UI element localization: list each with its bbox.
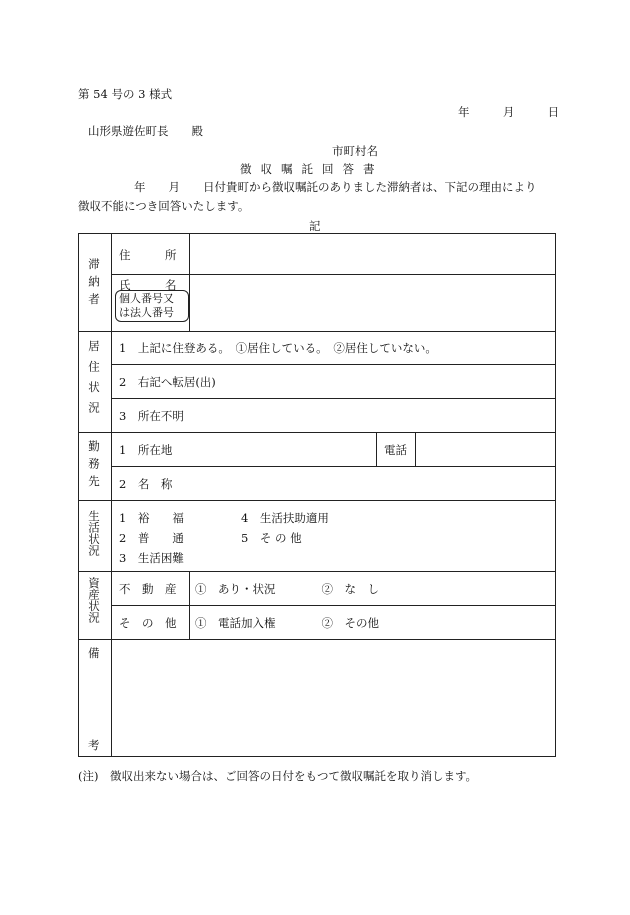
divider xyxy=(79,639,555,640)
living-item-5: 5 そ の 他 xyxy=(241,531,302,545)
residence-section-label: 居住状況 xyxy=(87,340,101,422)
body-line-1: 年 月 日付貴町から徴収嘱託のありました滞納者は、下記の理由により xyxy=(134,180,537,194)
living-item-1: 1 裕 福 xyxy=(119,511,184,525)
name-label: 氏 名 xyxy=(119,278,177,292)
divider xyxy=(111,274,555,275)
ki-heading: 記 xyxy=(309,219,321,233)
divider xyxy=(111,466,555,467)
living-item-3: 3 生活困難 xyxy=(119,551,184,565)
delinquent-section-label: 滞納者 xyxy=(87,258,101,311)
living-item-2: 2 普 通 xyxy=(119,531,184,545)
other-assets-options: ① 電話加入権 ② その他 xyxy=(195,616,379,630)
residence-item-2: 2 右記へ転居(出) xyxy=(119,375,216,389)
workplace-location: 1 所在地 xyxy=(119,443,173,457)
id-number-label-line-1: 個人番号又 xyxy=(119,292,174,305)
document-title: 徴収嘱託回答書 xyxy=(240,162,384,176)
workplace-section-label: 勤務先 xyxy=(87,440,101,493)
divider xyxy=(111,398,555,399)
response-form-table xyxy=(78,233,556,757)
date-day-label: 日 xyxy=(547,105,560,119)
date-line xyxy=(458,104,559,120)
form-number: 第 54 号の 3 様式 xyxy=(78,87,173,101)
divider xyxy=(111,364,555,365)
living-item-4: 4 生活扶助適用 xyxy=(241,511,329,525)
divider xyxy=(111,605,555,606)
body-line-2: 徴収不能につき回答いたします。 xyxy=(78,199,250,213)
divider xyxy=(111,234,112,756)
address-label: 住 所 xyxy=(119,248,177,262)
municipality-name: 市町村名 xyxy=(332,144,378,158)
addressee: 山形県遊佐町長 殿 xyxy=(88,124,203,138)
divider xyxy=(79,331,555,332)
real-estate-options: ① あり・状況 ② な し xyxy=(195,582,379,596)
divider xyxy=(415,432,416,466)
date-month-label: 月 xyxy=(502,105,515,119)
residence-item-3: 3 所在不明 xyxy=(119,409,184,423)
remarks-label-top: 備 xyxy=(88,646,100,660)
id-number-label xyxy=(119,292,174,320)
divider xyxy=(79,432,555,433)
divider xyxy=(189,234,190,331)
remarks-label-bottom: 考 xyxy=(88,738,100,752)
workplace-phone-label: 電話 xyxy=(384,443,407,457)
living-section-label: 生活状況 xyxy=(87,510,101,556)
other-assets-label: そ の 他 xyxy=(119,616,177,630)
residence-item-1: 1 上記に住登ある。 ①居住している。 ②居住していない。 xyxy=(119,341,437,355)
divider xyxy=(79,571,555,572)
divider xyxy=(79,500,555,501)
divider xyxy=(189,571,190,639)
divider xyxy=(376,432,377,466)
workplace-name: 2 名 称 xyxy=(119,477,173,491)
date-year-label: 年 xyxy=(458,105,470,119)
id-number-label-line-2: は法人番号 xyxy=(119,306,174,319)
real-estate-label: 不 動 産 xyxy=(119,582,177,596)
footnote: (注) 徴収出来ない場合は、ご回答の日付をもつて徴収嘱託を取り消します。 xyxy=(78,769,478,783)
assets-section-label: 資産状況 xyxy=(87,577,101,623)
